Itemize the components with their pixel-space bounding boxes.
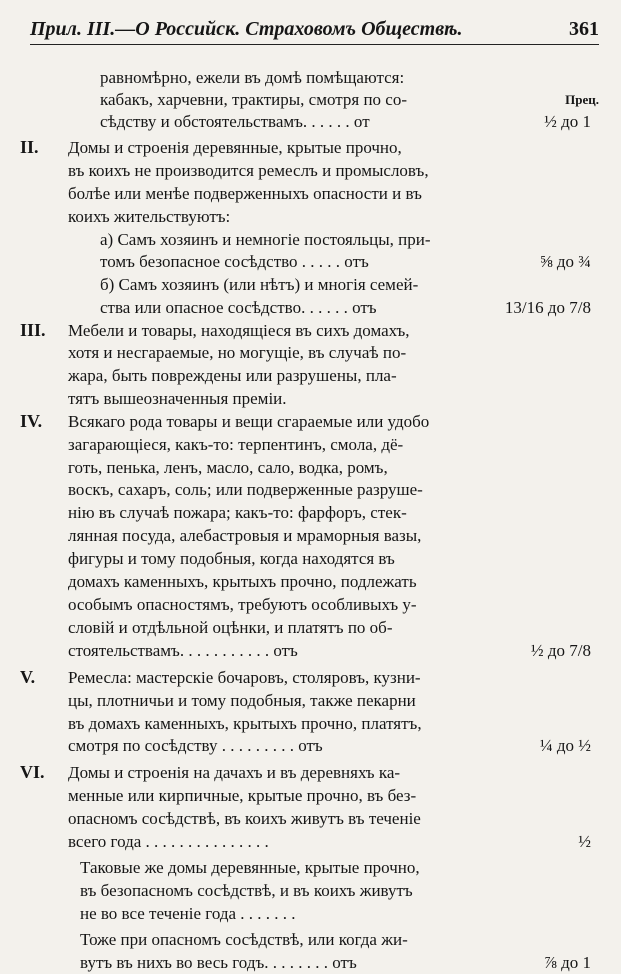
margin-note: Прец.	[565, 92, 599, 107]
rate-value: ⅝ до ¾	[539, 252, 591, 271]
text-line	[0, 616, 621, 639]
text-line	[0, 364, 621, 387]
line-text: словій и отдѣльной оцѣнки, и платятъ по об-	[68, 618, 393, 637]
rate-value: ½ до 1	[544, 112, 591, 131]
text-line	[0, 879, 621, 902]
rate-value: ¼ до ½	[539, 736, 591, 755]
line-text: не во все теченіе года . . . . . . .	[80, 904, 296, 923]
line-text: лянная посуда, алебастровыя и мраморныя вазы,	[68, 526, 422, 545]
line-text: Домы и строенія на дачахъ и въ деревняхъ ка-	[68, 763, 401, 782]
line-text: болѣе или менѣе подверженныхъ опасности и въ	[68, 184, 422, 203]
text-line	[0, 250, 621, 273]
line-text: жара, быть повреждены или разрушены, пла-	[68, 366, 397, 385]
rate-value: ½ до 7/8	[530, 641, 591, 660]
text-line	[0, 228, 621, 251]
line-text: б) Самъ хозяинъ (или нѣтъ) и многія семей-	[100, 275, 419, 294]
page-number: 361	[569, 18, 599, 40]
text-line	[0, 639, 621, 662]
line-text: Тоже при опасномъ сосѣдствѣ, или когда жи-	[80, 930, 408, 949]
line-text: кабакъ, харчевни, трактиры, смотря по со-	[100, 90, 408, 109]
text-line	[0, 501, 621, 524]
line-text: хотя и несгараемые, но могущіе, въ случаѣ по-	[68, 343, 407, 362]
text-line	[0, 666, 621, 689]
section-marker: III.	[20, 320, 46, 340]
text-line	[0, 734, 621, 757]
text-line	[0, 410, 621, 433]
header-title: Прил. III.—О Российск. Страховомъ Обществѣ.	[30, 18, 463, 40]
text-line	[0, 387, 621, 410]
line-text: загарающіеся, какъ-то: терпентинъ, смола, дё-	[68, 435, 404, 454]
line-text: Таковые же домы деревянные, крытые прочно,	[80, 858, 420, 877]
running-header	[30, 18, 599, 45]
line-text: Ремесла: мастерскіе бочаровъ, столяровъ, кузни-	[68, 668, 421, 687]
line-text: менные или кирпичные, крытые прочно, въ без-	[68, 786, 417, 805]
line-text: стоятельствамъ. . . . . . . . . . . отъ	[68, 641, 298, 660]
rate-value: ⅞ до 1	[544, 953, 591, 972]
line-text: всего года . . . . . . . . . . . . . . .	[68, 832, 269, 851]
section-marker: IV.	[20, 411, 43, 431]
rate-value: 13/16 до 7/8	[504, 298, 591, 317]
line-text: Всякаго рода товары и вещи сгараемые или удобо	[68, 412, 430, 431]
line-text: фигуры и тому подобныя, когда находятся въ	[68, 549, 395, 568]
text-line	[0, 689, 621, 712]
section-marker: II.	[20, 137, 39, 157]
line-text: ства или опасное сосѣдство. . . . . . отъ	[100, 298, 377, 317]
text-line	[0, 902, 621, 925]
text-line	[0, 807, 621, 830]
text-line	[0, 110, 621, 133]
text-line	[0, 182, 621, 205]
line-text: въ коихъ не производится ремеслъ и промысловъ,	[68, 161, 429, 180]
text-line	[0, 761, 621, 784]
text-line	[0, 319, 621, 342]
text-line	[0, 951, 621, 974]
text-line	[0, 273, 621, 296]
line-text: томъ безопасное сосѣдство . . . . . отъ	[100, 252, 369, 271]
text-line	[0, 712, 621, 735]
line-text: опасномъ сосѣдствѣ, въ коихъ живутъ въ теченіе	[68, 809, 421, 828]
line-text: а) Самъ хозяинъ и немногіе постояльцы, при-	[100, 230, 431, 249]
text-line	[0, 928, 621, 951]
line-text: тятъ вышеозначенныя преміи.	[68, 389, 287, 408]
line-text: цы, плотничьи и тому подобныя, также пекарни	[68, 691, 416, 710]
text-line	[0, 593, 621, 616]
line-text: домахъ каменныхъ, крытыхъ прочно, подлежать	[68, 572, 417, 591]
text-line	[0, 136, 621, 159]
text-line	[0, 478, 621, 501]
text-line	[0, 205, 621, 228]
text-line	[0, 159, 621, 182]
text-line	[0, 570, 621, 593]
line-text: готь, пенька, ленъ, масло, сало, водка, ромъ,	[68, 458, 388, 477]
text-line	[0, 66, 621, 89]
line-text: смотря по сосѣдству . . . . . . . . . отъ	[68, 736, 323, 755]
text-line	[0, 341, 621, 364]
line-text: Мебели и товары, находящіеся въ сихъ домахъ,	[68, 321, 410, 340]
line-text: нію въ случаѣ пожара; какъ-то: фарфоръ, стек-	[68, 503, 407, 522]
text-line	[0, 456, 621, 479]
line-text: Домы и строенія деревянные, крытые прочно,	[68, 138, 402, 157]
text-line	[0, 524, 621, 547]
text-line	[0, 88, 621, 111]
text-line	[0, 547, 621, 570]
text-line	[0, 856, 621, 879]
section-marker: VI.	[20, 762, 45, 782]
line-text: равномѣрно, ежели въ домѣ помѣщаются:	[100, 68, 405, 87]
text-line	[0, 296, 621, 319]
line-text: въ безопасномъ сосѣдствѣ, и въ коихъ живутъ	[80, 881, 413, 900]
rate-value: ½	[578, 832, 591, 851]
text-line	[0, 433, 621, 456]
line-text: сѣдству и обстоятельствамъ. . . . . . от	[100, 112, 370, 131]
line-text: коихъ жительствуютъ:	[68, 207, 231, 226]
line-text: вутъ въ нихъ во весь годъ. . . . . . . . отъ	[80, 953, 357, 972]
section-marker: V.	[20, 667, 36, 687]
line-text: особымъ опасностямъ, требуютъ особливыхъ у-	[68, 595, 417, 614]
line-text: въ домахъ каменныхъ, крытыхъ прочно, платятъ,	[68, 714, 422, 733]
line-text: воскъ, сахаръ, соль; или подверженные разруше-	[68, 480, 423, 499]
text-line	[0, 784, 621, 807]
text-line	[0, 830, 621, 853]
